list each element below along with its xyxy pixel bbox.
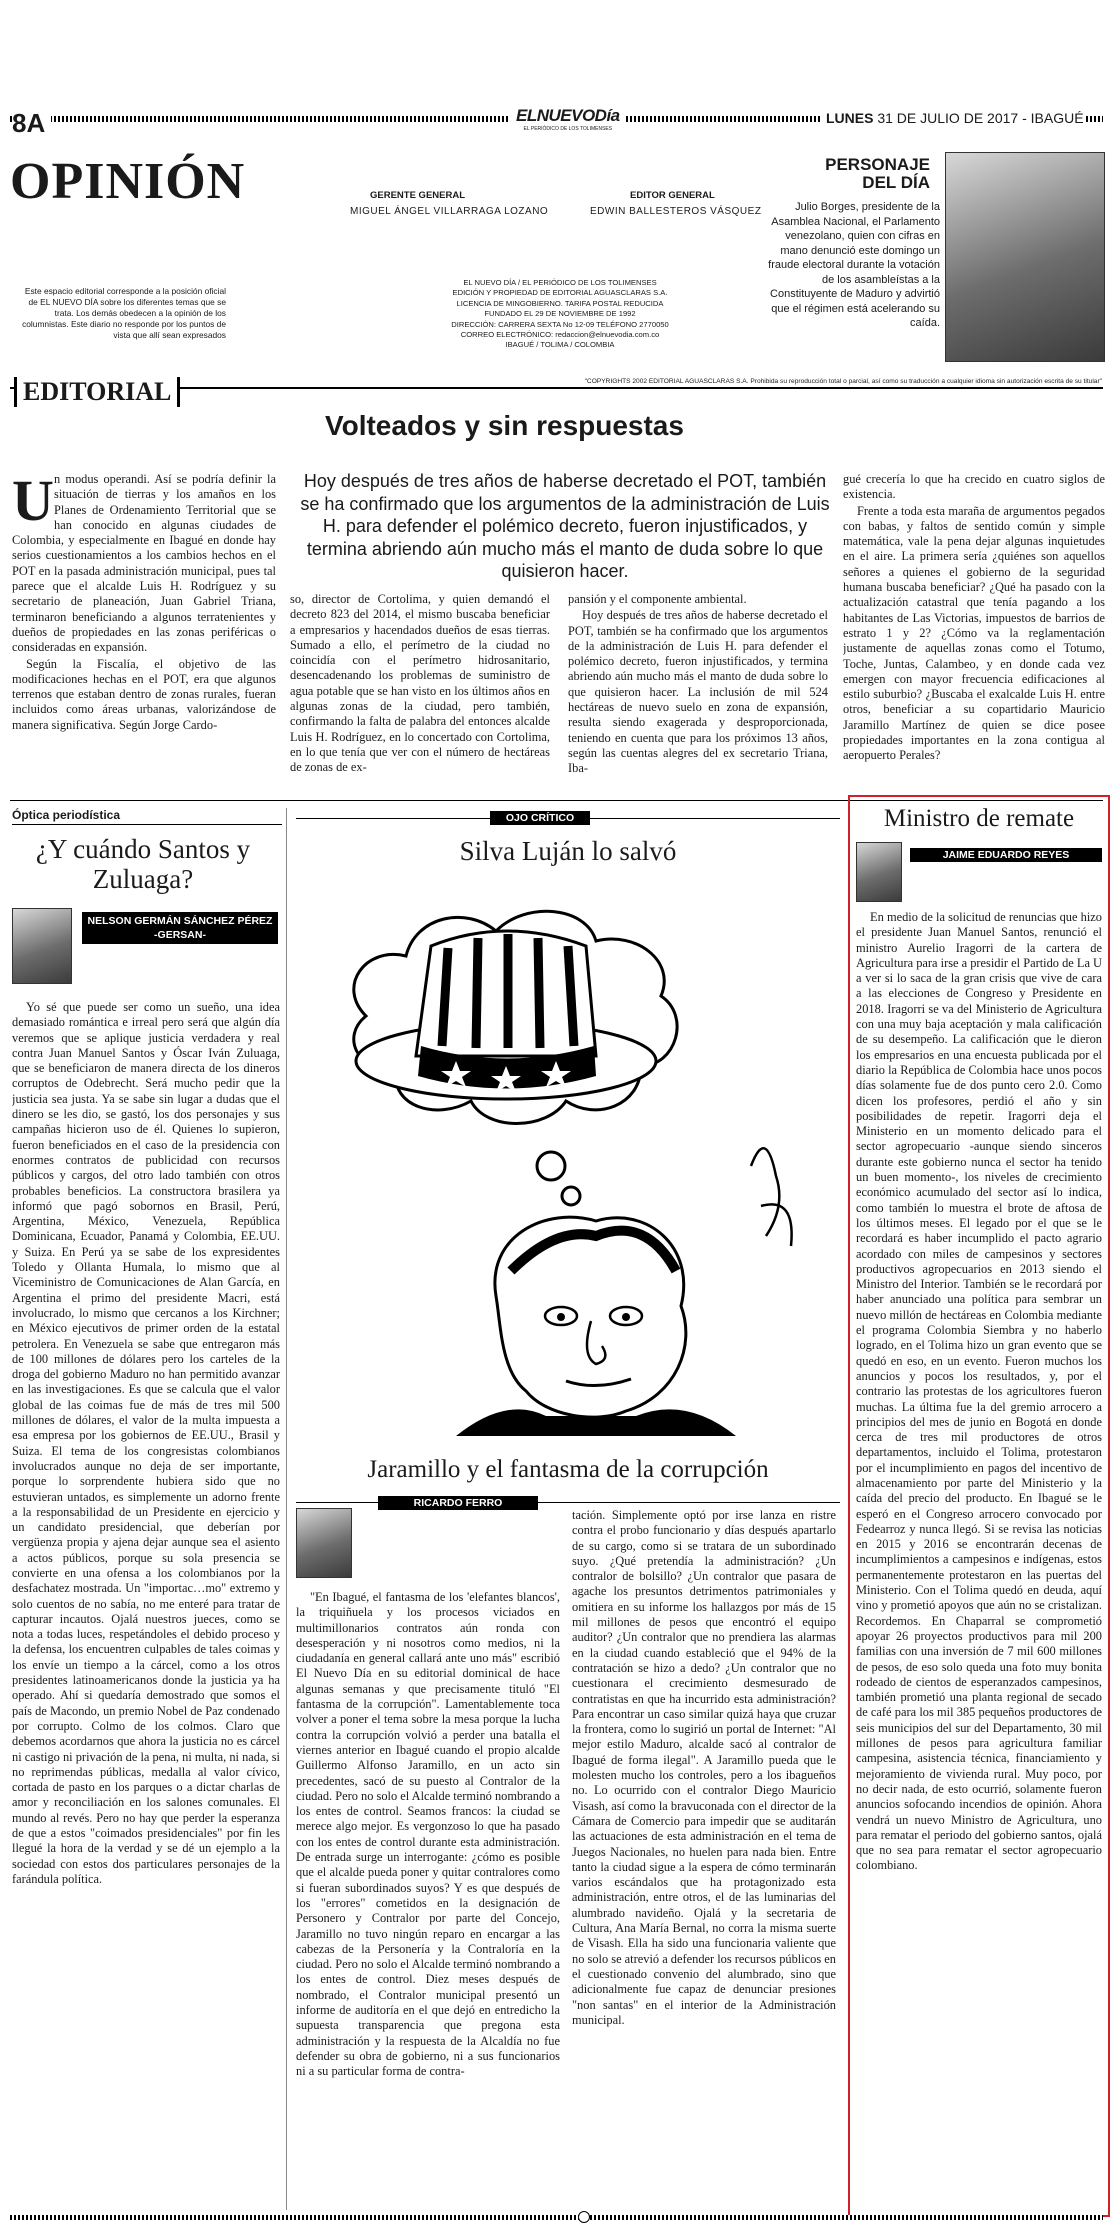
jaramillo-col-2: tación. Simplemente optó por irse lanza en ristre contra el probo funcionario y días después apartarlo de su cargo, como si se tratara de un subordinado suyo. ¿Qué pretendía la administración? ¿Un contralor de bolsillo? ¿Un contralor que pasara de agache los presuntos detrimentos patrimoniales y omitiera en su informe los hallazgos por más de 15 mil millones de pesos que encontró el equipo auditor? ¿Un contralor que no prendiera las alarmas en la ciudad cuando estableció que el 94% de la contratación se hizo a dedo? ¿Un contralor que no cuestionara el crecimiento desmesurado de contratistas en que ha incurrido esta administración? Para encontrar un caso similar quizá haya que cruzar la frontera, como lo sugirió un portal de Internet: "Al mejor estilo Maduro, alcalde sacó al contralor de Ibagué de forma ilegal". A Jaramillo pueda que le molesten mucho los controles, pero a los ibagueños no. Lo ocurrido con el contralor Diego Mauricio Visash, así como la bravuconada con el director de la Cámara de Comercio para impedir que se auditarán las actuaciones de esta administración en el tema de Juegos Nacionales, no huelen para nada bien. Entre tanto la ciudad sigue a la espera de cómo terminarán varios escándalos que ha protagonizado esta administración, entre otros, el de las luminarias del alumbrado navideño. Ojalá y la secretaria de Cultura, Ana María Bernal, no corra la misma suerte de Visash. Ella ha sido una funcionaria valiente que no solo se atrevió a defender los recursos públicos en el cuestionado convenio del alumbrado, sino que adicionalmente fue capaz de denunciar presiones "non santas" en el interior de la Administración municipal. (572, 1508, 836, 2027)
personaje-text: Julio Borges, presidente de la Asamblea Nacional, el Parlamento venezolano, quien con cifras en mano denunció este domingo un fraude electoral durante la votación de los asambleístas a la Constituyente de Maduro y advirtió que el régimen está acelerando su caída. (768, 201, 940, 329)
masthead-line: IBAGUÉ / TOLIMA / COLOMBIA (505, 340, 615, 350)
editorial-title: Volteados y sin respuestas (325, 410, 684, 441)
drop-cap: U (12, 468, 54, 533)
masthead-line: EL NUEVO DÍA / EL PERIÓDICO DE LOS TOLIMENSES (463, 278, 657, 287)
editorial-paragraph: Según la Fiscalía, el objetivo de las modificaciones hechas en el POT, era que algunos terrenos que estaban dentro de zonas rurales, fueran incluidos como áreas urbanas, valorizándose de manera significativa. Según Jorge Cardo- (12, 656, 276, 732)
editor-name: EDWIN BALLESTEROS VÁSQUEZ (590, 206, 762, 217)
logo (510, 106, 626, 132)
santos-author-photo (12, 908, 72, 984)
editorial-disclaimer: Este espacio editorial corresponde a la posición oficial de EL NUEVO DÍA sobre los diferentes temas que se trata. Los demás obedecen a la opinión de los columnistas. Este diario no responde por los puntos de vista que allí sean expresados (22, 286, 226, 340)
santos-kicker-rule (12, 824, 282, 825)
ministro-author: JAIME EDUARDO REYES (910, 848, 1102, 862)
masthead-info (440, 278, 680, 351)
editorial-col-4 (843, 472, 1105, 798)
editorial-paragraph: gué crecería lo que ha crecido en cuatro siglos de existencia. (843, 472, 1105, 502)
cartoon-illustration (296, 876, 840, 1436)
santos-kicker: Óptica periodística (12, 808, 121, 822)
section-title: OPINIÓN (10, 153, 246, 210)
santos-author: NELSON GERMÁN SÁNCHEZ PÉREZ -GERSAN- (82, 912, 278, 944)
register-mark (578, 2211, 590, 2223)
bottom-hatch-rule (10, 2215, 1103, 2220)
santos-divider (286, 808, 287, 2210)
logo-text: ELNUEVODía (516, 106, 620, 125)
copyright: "COPYRIGHTS 2002 EDITORIAL AGUASCLARAS S.A. Prohibida su reproducción total o parcial, así como su traducción a cualquier idioma sin autorización escrita de su titular" (470, 378, 1102, 385)
gerente-name: MIGUEL ÁNGEL VILLARRAGA LOZANO (350, 206, 549, 217)
ministro-title: Ministro de remate (883, 805, 1075, 832)
editorial-paragraph: Hoy después de tres años de haberse decretado el POT, también se ha confirmado que los argumentos de la administración de Luis H. para defender el polémico decreto, fueron injustificados, y termina abriendo aún mucho más el manto de duda sobre lo que quisieron hacer. La inclusión de mil 524 hectáreas de nuevo suelo en zona de expansión, resulta siendo exagerada y desproporcionada, teniendo en cuenta que para los próximos 13 años, según las cuentas alegres del ex secretario Triana, Iba- (568, 608, 828, 776)
page-number: 8A (12, 108, 51, 139)
editorial-label: EDITORIAL (14, 377, 180, 407)
editorial-paragraph: so, director de Cortolima, y quien demandó el decreto 823 del 2014, el mismo buscaba beneficiar a empresarios y hacendados dueños de esas tierras. Sumado a ello, el perímetro de la ciudad no coincidía con el perímetro hidrosanitario, desencadenando los problemas de suministro de agua potable que se han visto en los últimos años en algunas zonas de la ciudad, pero también, confirmando la falta de palabra del entonces alcalde Luis H. Rodríguez, en lo concertado con Cortolima, en lo que tenía que ver con el número de hectáreas de zonas de ex- (290, 592, 550, 775)
masthead-line: FUNDADO EL 29 DE NOVIEMBRE DE 1992 (484, 309, 636, 319)
issue-day: LUNES (826, 110, 874, 126)
issue-date (820, 110, 1084, 126)
personaje-photo (945, 152, 1105, 362)
editorial-paragraph: n modus operandi. Así se podría definir la situación de tierras y los amaños en los Planes de Ordenamiento Territorial que se han conocido en algunas ciudades de Colombia, y especialmente en Ibagué en donde hay serios cuestionamientos a los cambios hechos en el POT en la pasada administración municipal, pues tal parece que el alcalde Luis H. Rodríguez y su secretario de planeación, Juan Gabriel Triana, terminaron beneficiando a algunos terratenientes y dueños de propiedades en las zonas periféricas o consideradas en expansión. (12, 472, 276, 655)
personaje-title: PERSONAJE DEL DÍA (825, 155, 930, 192)
editorial-col-1 (12, 468, 276, 832)
ministro-author-photo (856, 842, 902, 902)
masthead-line: LICENCIA DE MINGOBIERNO. TARIFA POSTAL REDUCIDA (456, 298, 664, 308)
jaramillo-col-1: "En Ibagué, el fantasma de los 'elefantes blancos', la triquiñuela y los procesos viciados en multimillonarios contratos aún ronda con desesperación y ni nosotros como medios, ni la ciudadanía en general callará ante uno más" escribió El Nuevo Día en su editorial dominical de hace algunas semanas y que precisamente tituló "El fantasma de la corrupción". Lamentablemente toca volver a poner el tema sobre la mesa porque la lucha contra la corrupción volvió a perder una batalla el viernes anterior en Ibagué cuando el propio alcalde Guillermo Alfonso Jaramillo, en un acto sin precedentes, sacó de su puesto al Contralor de la ciudad. Pero no solo el Alcalde terminó nombrando a los entes de control. Seamos francos: la ciudad se merece algo mejor. Es vergonzoso lo que ha pasado con los entes de control durante esta administración. De entrada surge un interrogante: ¿cómo es posible que el alcalde pueda poner y quitar contralores como si fueran subordinados suyos? Y es que después de los "errores" cometidos en la designación de Personero y Contralor por parte del Concejo, Jaramillo no tuvo ningún reparo en encargar a las cabezas de la Personería y la Contraloría en la ciudad. Pero no solo el Alcalde terminó nombrando a los entes de control. Diez meses después de nombrado, el Contralor municipal presentó un informe de auditoría en el que dejó en entredicho la supuesta transparencia que pregona esta administración y la respuesta de la Alcaldía no fue defender su obra de gobierno, ni a sus funcionarios ni a su particular forma de contra- (296, 1590, 560, 2079)
editorial-col-2 (290, 592, 550, 792)
ojo-kicker: OJO CRÍTICO (490, 811, 590, 825)
jaramillo-author: RICARDO FERRO (378, 1496, 538, 1510)
issue-date-rest: 31 DE JULIO DE 2017 - IBAGUÉ (877, 110, 1084, 126)
ministro-body: En medio de la solicitud de renuncias que hizo el presidente Juan Manuel Santos, renunció el ministro Aurelio Iragorri de la cartera de Agricultura para irse a presidir el Partido de La U a ver si lo saca de la gran crisis que vive de cara a las elecciones de Congreso y Presidente en 2018. Iragorri se va del Ministerio de Agricultura con una muy baja aceptación y mala calificación de su desempeño. La calificación que le dieron los empresarios en una encuesta publicada por el diario la República de Colombia hace unos pocos días solamente fue de dos punto cero 2.0. Como dicen los profesores, perdió el año y sin posibilidades de repetir. Iragorri deja el Ministerio en un momento delicado para el sector agropecuario -aunque siendo sinceros durante este gobierno nunca el sector ha tenido un buen momento-, los niveles de crecimiento económico acumulado del sector así lo indica, como también lo muestra el brote de aftosa de los últimos meses. El legado por el que se le recordará es haber incumplido el pacto agrario acordado con miles de campesinos y sectores productivos agropecuarios en 2013 siendo el Ministro del Interior. También se le recordará por haber anunciado una política para sembrar un nuevo millón de hectáreas en Colombia mediante el programa Colombia Siembra y no haberlo logrado, en el Tolima hizo un gran evento que se quedó en eso, en un evento. Fueron muchos los anuncios y pocos los resultados, y, por el contrario las protestas de los agricultores fueron muchas. La última fue la del gremio arrocero a principios del mes de junio en Bogotá en donde cerca de tres mil productores de otros departamentos, incluido el Tolima, protestaron por el incumplimiento en pagos del incentivo de almacenamiento por parte del Ministerio y la caída del precio del producto. En Ibagué se le esperó en el Congreso arrocero convocado por Fedearroz y nunca llegó. Si se revisa las noticias en 2015 y 2016 se encontrarán decenas de incumplimientos a campesinos e indígenas, estos permanentemente protestaron en las puertas del Ministerio. Con el Tolima quedó en deuda, aquí vino y prometió apoyos que aún no se cristalizan. Recordemos. En Chaparral se comprometió apoyar 26 proyectos productivos para mil 200 familias con una inversión de 7 mil 600 millones de pesos, de eso solo queda una foto muy bonita rodeado de cientos de esperanzados campesinos, también prometió una planta regional de secado de café para los mil 385 pequeños productores de seis municipios del sur del Departamento, 30 mil millones de pesos para agricultura familiar campesina, asistencia técnica, financiamiento y mejoramiento de vivienda rural. Muy poco, por no decir nada, de esto ocurrió, solamente fueron anuncios sofocando incendios de opinión. Ahora vendrá un nuevo Ministro de Agricultura, uno para rematar el periodo del gobierno santos, ojalá que no sea para rematar el sector agropecuario colombiano. (856, 910, 1102, 1873)
cartoon-title: Silva Luján lo salvó (459, 836, 677, 866)
masthead-line: CORREO ELECTRÓNICO: redaccion@elnuevodia.com.co (460, 330, 660, 340)
masthead-line: EDICIÓN Y PROPIEDAD DE EDITORIAL AGUASCLARAS S.A. (452, 288, 668, 298)
masthead-line: DIRECCIÓN: CARRERA SEXTA No 12-09 TELÉFONO 2770050 (451, 319, 669, 329)
drop-cap-spacer (12, 468, 54, 533)
santos-title: ¿Y cuándo Santos y Zuluaga? (35, 834, 251, 894)
gerente-title: GERENTE GENERAL (370, 190, 466, 201)
editorial-paragraph: Frente a toda esta maraña de argumentos pegados con babas, y faltos de sentido común y simple matemática, vale la pena dejar algunas inquietudes en el aire. La primera sería ¿quiénes son aquellos señores a quienes el gobierno de la seguridad humana buscaba beneficiar? ¿Qué ha pasado con la actualización catastral que tenía pagando a los habitantes de Las Victorias, impuestos de barrios de estrato 1 y 2? ¿Cómo va la reglamentación justamente de aquellas zonas como el Totumo, Toche, Juntas, Calambeo, y en donde cada vez emergen con mayor frecuencia edificaciones al estilo suburbio? ¿Buscaba el exalcalde Luis H. entre otros, beneficiar a su copartidario Mauricio Jaramillo Martínez de quien se dice posee propiedades importantes en la zona contigua al aeropuerto Perales? (843, 503, 1105, 763)
editorial-paragraph: pansión y el componente ambiental. (568, 592, 747, 606)
editor-title: EDITOR GENERAL (630, 190, 715, 201)
jaramillo-author-photo (296, 1508, 352, 1578)
editorial-col-3 (568, 592, 828, 792)
jaramillo-title: Jaramillo y el fantasma de la corrupción (367, 1456, 769, 1483)
logo-tagline: EL PERIÓDICO DE LOS TOLIMENSES (523, 126, 613, 132)
santos-body: Yo sé que puede ser como un sueño, una idea demasiado romántica e irreal pero será que algún día veremos que se aplique justicia verdadera y real contra Juan Manuel Santos y Óscar Iván Zuluaga, que se beneficiaron de manera directa de los dineros corruptos de Odebrecht. Será mucho pedir que la justicia sea justa. Ya se sabe sin lugar a dudas que el dinero se les dio, se gastó, los dos personajes y sus campañas hicieron uso de él. Quienes lo supieron, fueron beneficiados en el caso de la presidencia con enormes contratos de publicidad con recursos públicos y cargos, del otro lado también con otros probables beneficios. La constructora brasilera ya informó que pagó sobornos en Brasil, Perú, Argentina, México, Venezuela, República Dominicana, Ecuador, Panamá y Colombia, EE.UU. y Suiza. En Perú ya se sabe de los expresidentes Toledo y Ollanta Humala, lo mismo que al Viceministro de Comunicaciones de Alan García, en Argentina el primo del presidente Macri, está involucrado, lo mismo que cercanos a los Kirchner; en México ejecutivos de primer orden de la estatal petrolera. En Venezuela se sabe que entregaron más de 100 millones de dólares pero los carteles de la droga del gobierno Maduro no han permitido avanzar en las investigaciones. Es que se calcula que el valor global de las coimas fue de más de tres mil 500 millones de dólares, el valor de la multa impuesta a esa empresa por los gobiernos de EE.UU., Brasil y Suiza. El tema de los congresistas colombianos involucrados aunque no deja de ser importante, porque lo sorprendente hubiera sido que no estuvieran untados, es simplemente un adorno frente a la responsabilidad de un Presidente en ejercicio y un candidato presidencial, que deberían por vergüenza propia y ajena dejar aunque sea el asiento a actos públicos, porque su sola presencia se convierte en una ofensa a los colombianos por la desfachatez mostrada. Un "importac…mo" extremo y solo cuentos de no sabía, no me enteré para tratar de capturar incautos. Ojalá nuestros jueces, como se nota a todas luces, respetándoles el debido proceso y la defensa, los encuentren culpables de tales coimas y los envíe un tiempo a la cárcel, como a los otros presidentes latinoamericanos donde la justicia ya ha operado. Ahí si quedaría demostrado que somos el país de Macondo, un premio Nobel de Paz condenado por corrupto. Colmo de los colmos. Claro que debemos acordarnos que ahora la justicia no es cárcel ni castigo ni privación de la pena, ni multa, ni nada, si no reprimendas públicas, medalla al valor cívico, cortada de pasto en los parques o a dictar charlas de amor y reconciliación en los salones comunales. El mundo al revés. Pero no hay que perder la esperanza de que a estos "coimados presidenciales" por fin les llegué la hora de la verdad y se dé un ejemplo a la sociedad con estos dos particulares personajes de la farándula política. (12, 1000, 280, 1886)
editorial-lead: Hoy después de tres años de haberse decretado el POT, también se ha confirmado que los argumentos de la administración de Luis H. para defender el polémico decreto, fueron injustificados, y termina abriendo aún mucho más el manto de duda sobre lo que quisieron hacer. (300, 471, 830, 581)
